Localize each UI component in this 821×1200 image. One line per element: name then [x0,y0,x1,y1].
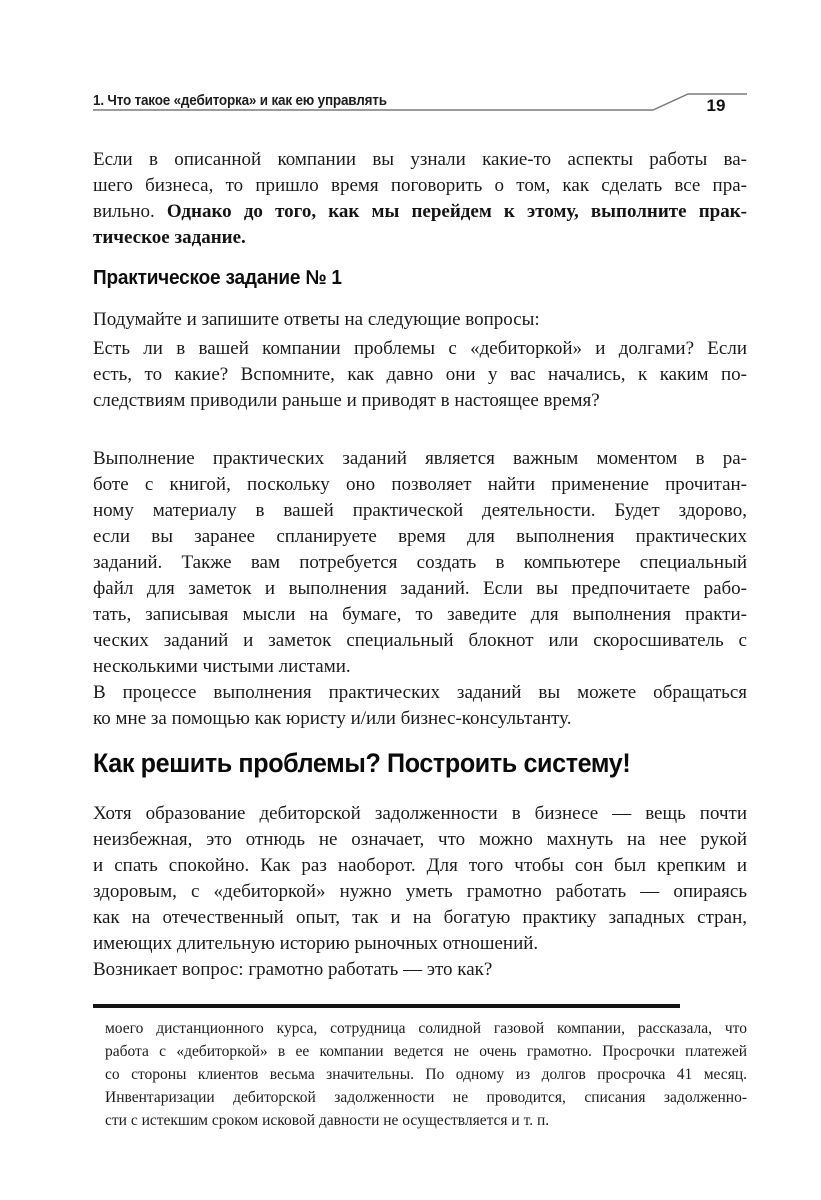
running-header-title: 1. Что такое «дебиторка» и как ею управлять [93,93,387,109]
text-line: Выполнение практических заданий является важным моментом в ра- [93,448,747,469]
task-heading: Практическое задание № 1 [93,267,342,289]
text-line: ному материалу в вашей практической деятельности. Будет здорово, [93,500,747,521]
text-line: заданий. Также вам потребуется создать в компьютере специальный [93,552,747,573]
task-intro [93,307,747,333]
text-line: работа с «дебиторкой» в ее компании ведется не очень грамотно. Просрочки платежей [105,1043,747,1060]
text-line: Инвентаризации дебиторской задолженности не проводится, списания задолженно- [105,1089,747,1106]
header-rule [93,0,747,120]
text-line: неизбежная, это отнюдь не означает, что можно махнуть на нее рукой [93,829,747,850]
text-line: боте с книгой, поскольку оно позволяет найти применение прочитан- [93,474,747,495]
text-line: Подумайте и запишите ответы на следующие вопросы: [93,309,540,330]
main-heading: Как решить проблемы? Построить систему! [93,748,631,778]
page-number: 19 [706,96,726,115]
text-line: тическое задание. [93,227,246,248]
text-line: если вы заранее спланируете время для выполнения практических [93,526,747,547]
text-line: Если в описанной компании вы узнали какие-то аспекты работы ва- [93,149,747,170]
text-line: ческих заданий и заметок специальный блокнот или скоросшиватель с [93,630,747,651]
page-content [93,0,747,1132]
text-line: Есть ли в вашей компании проблемы с «дебиторкой» и долгами? Если [93,338,747,359]
text-line: тать, записывая мысли на бумаге, то заведите для выполнения практи- [93,604,747,625]
system-paragraph [93,801,747,957]
footnote-text [105,1017,747,1132]
text-line: как на отечественный опыт, так и на богатую практику западных стран, [93,907,747,928]
text-line: В процессе выполнения практических заданий вы можете обращаться [93,682,747,703]
text-line: ко мне за помощью как юристу и/или бизнес-консультанту. [93,708,572,729]
text-line: вильно. Однако до того, как мы перейдем к этому, выполните прак- [93,201,747,222]
text-line: сти с истекшим сроком исковой давности не осуществляется и т. п. [105,1112,550,1129]
consult-note [93,680,747,732]
text-line: шего бизнеса, то пришло время поговорить о том, как сделать все пра- [93,175,747,196]
text-line: есть, то какие? Вспомните, как давно они у вас начались, к каким по- [93,364,747,385]
text-line: Возникает вопрос: грамотно работать — это как? [93,959,493,980]
text-line: и спать спокойно. Как раз наоборот. Для того чтобы сон был крепким и [93,855,747,876]
text-line: имеющих длительную историю рыночных отношений. [93,933,539,954]
text-line: со стороны клиентов весьма значительны. По одному из долгов просрочка 41 месяц. [105,1066,747,1083]
text-line: несколькими чистыми листами. [93,656,351,677]
text-line: здоровым, с «дебиторкой» нужно уметь грамотно работать — опираясь [93,881,747,902]
text-line: моего дистанционного курса, сотрудница солидной газовой компании, рассказала, что [105,1020,747,1037]
footnote-rule [93,1004,680,1008]
text-line: Хотя образование дебиторской задолженности в бизнесе — вещь почти [93,803,747,824]
page-body [93,147,747,983]
task-questions [93,336,747,414]
text-line: следствиям приводили раньше и приводят в настоящее время? [93,390,600,411]
practice-note [93,446,747,680]
text-line: файл для заметок и выполнения заданий. Если вы предпочитаете рабо- [93,578,747,599]
intro-paragraph [93,147,747,251]
question-paragraph [93,957,747,983]
